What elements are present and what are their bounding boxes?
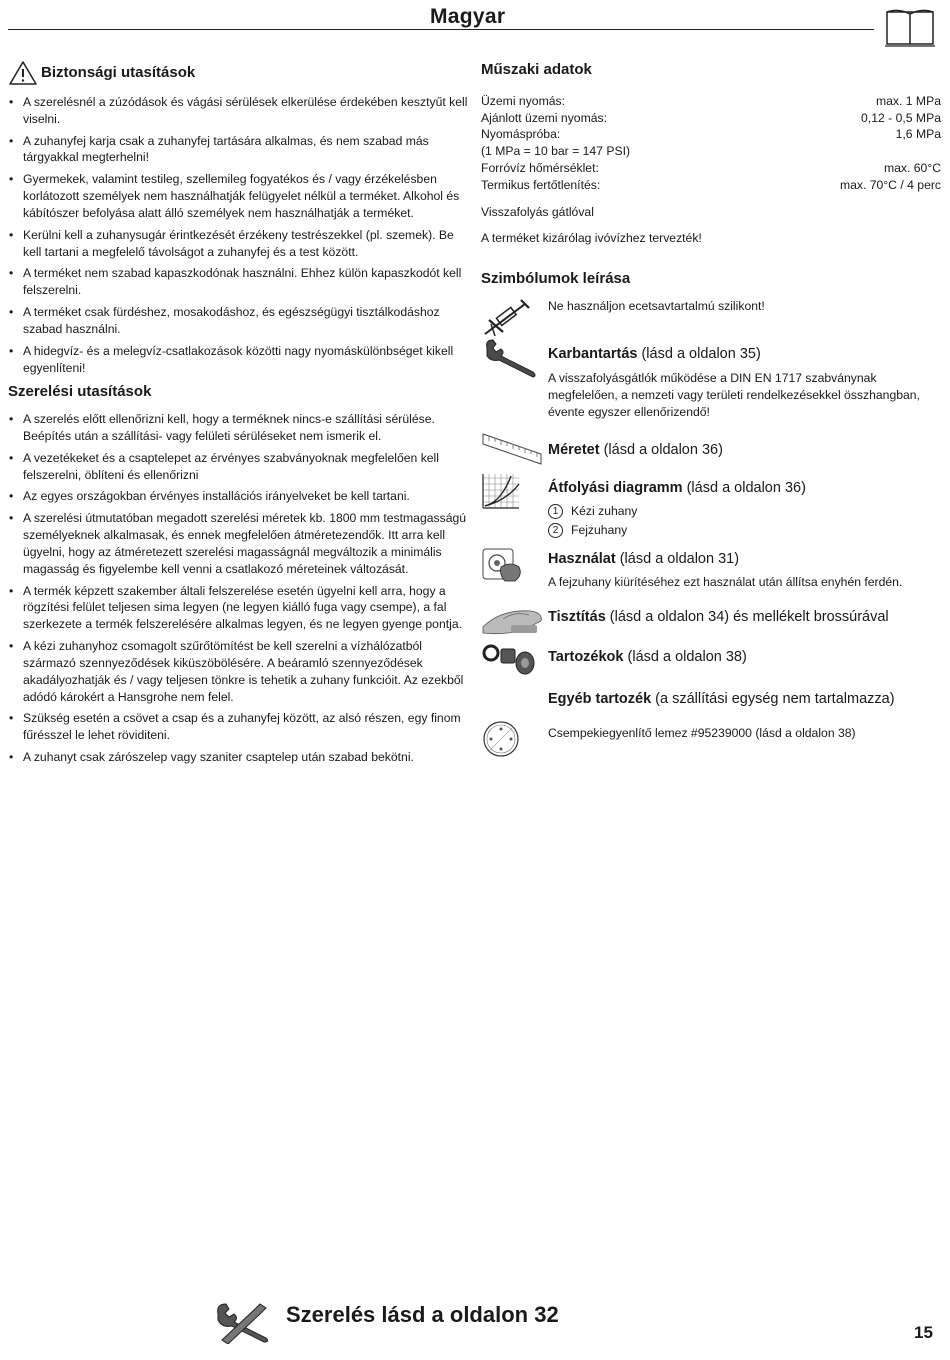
symbol-accessories: [481, 647, 941, 685]
list-item: • A szerelés előtt ellenőrizni kell, hogy a terméknek nincs-e szállítási sérülése. Beépítés után a szállítási- vagy felületi sérüléseket nem ismerik el.: [8, 411, 470, 445]
list-item: • A vezetékeket és a csaptelepet az érvényes szabványoknak megfelelően kell felszerelni, öblíteni és ellenőrizni: [8, 450, 470, 484]
symbol-other-accessory: [481, 689, 941, 709]
list-item: • A terméket csak fürdéshez, mosakodáshoz, és egészségügyi tisztálkodáshoz szabad használni.: [8, 304, 470, 338]
header-rule: [8, 29, 874, 30]
silicone-text: Ne használjon ecetsavtartalmú szilikont!: [548, 299, 765, 313]
list-item: • A terméket nem szabad kapaszkodónak használni. Ehhez külön kapaszkodót kell felszerelni.: [8, 265, 470, 299]
accessories-title: Tartozékok: [548, 648, 624, 665]
symbols-heading: Szimbólumok leírása: [481, 270, 631, 288]
maintenance-text: A visszafolyásgátlók működése a DIN EN 1717 szabványnak megfelelően, a nemzeti vagy területi rendelkezésekkel összhangban, évente egyszer ellenőrizendő!: [548, 371, 920, 419]
symbol-maintenance: [481, 344, 941, 420]
cleaning-hand-icon: [481, 599, 545, 637]
list-item: • Szükség esetén a csövet a csap és a zuhanyfej között, az alsó részen, egy finom fűrésszel le lehet röviditeni.: [8, 710, 470, 744]
symbol-tile-plate: [481, 725, 941, 775]
dimensions-title: Méretet: [548, 442, 600, 459]
drinking-water-text: A terméket kizárólag ivóvízhez tervezték!: [481, 231, 702, 246]
tech-heading: Műszaki adatok: [481, 61, 592, 78]
safety-list: [8, 94, 470, 376]
symbol-silicone: [481, 298, 941, 344]
symbol-usage: [481, 549, 941, 591]
tools-icon: [214, 1300, 274, 1344]
symbol-cleaning: [481, 607, 941, 643]
spec-row: Ajánlott üzemi nyomás: 0,12 - 0,5 MPa: [481, 110, 941, 125]
list-item: • A szerelésnél a zúzódások és vágási sérülések elkerülése érdekében kesztyűt kell viselni.: [8, 94, 470, 128]
spec-row: Nyomáspróba: 1,6 MPa: [481, 127, 941, 142]
backflow-text: Visszafolyás gátlóval: [481, 204, 594, 219]
warning-icon: [8, 60, 38, 86]
spec-row: (1 MPa = 10 bar = 147 PSI): [481, 144, 631, 159]
list-item: 2 Fejzuhany: [548, 522, 941, 539]
usage-ref: (lásd a oldalon 31): [615, 551, 740, 568]
list-item: • A hidegvíz- és a melegvíz-csatlakozások közötti nagy nyomáskülönbséget kikell egyenlíteni!: [8, 343, 470, 377]
flow-title: Átfolyási diagramm: [548, 480, 683, 497]
dimensions-ref: (lásd a oldalon 36): [599, 442, 723, 459]
list-item: • A zuhanyfej karja csak a zuhanyfej tartására alkalmas, és nem szabad más tárgyakkal megterhelni!: [8, 133, 470, 167]
spec-row: Forróvíz hőmérséklet: max. 60°C: [481, 161, 941, 175]
cleaning-title: Tisztítás: [548, 608, 606, 625]
list-item: 1 Kézi zuhany: [548, 503, 941, 520]
spec-row: Üzemi nyomás: max. 1 MPa: [481, 93, 941, 108]
other-accessory-title: Egyéb tartozék: [548, 690, 652, 707]
number-badge: 1: [548, 504, 563, 519]
flow-diagram-icon: [481, 472, 521, 512]
maintenance-ref: (lásd a oldalon 35): [637, 346, 761, 362]
usage-text: A fejzuhany kiürítéséhez ezt használat után állítsa enyhén ferdén.: [548, 575, 903, 590]
list-item: • A zuhanyt csak zárószelep vagy szaniter csaptelep után szabad bekötni.: [8, 749, 470, 766]
page-language-title: Magyar: [430, 5, 506, 28]
safety-heading: [8, 60, 470, 86]
symbol-flow-diagram: [481, 478, 941, 539]
tile-plate-text: Csempekiegyenlítő lemez #95239000 (lásd a oldalon 38): [548, 725, 856, 740]
symbol-dimensions: [481, 440, 941, 476]
footer-title: Szerelés lásd a oldalon 32: [286, 1302, 559, 1327]
hand-adjust-icon: [481, 545, 525, 587]
page-number: 15: [914, 1323, 933, 1342]
silicone-gun-icon: [481, 298, 531, 338]
list-item: • A szerelési útmutatóban megadott szerelési méretek kb. 1800 mm testmagasságú személyeknek alkalmasak, és ennek megfelelően átméretezendők. Itt arra kell ügyelni, hogy az átméretezett szerelési magasságnál megváltozik a minimális magasság és figyelembe kell venni a csatlakozó méreteinek változását.: [8, 510, 470, 577]
list-item: • A termék képzett szakember általi felszerelése esetén ügyelni kell arra, hogy a rögzítési felület teljesen sima legyen (ne legyen kiálló fuga vagy csempe), a fal szerkezete a termék felszerelésére alkalmas legyen, és ne legyen gyenge pontja.: [8, 583, 470, 633]
maintenance-title: Karbantartás: [548, 346, 638, 362]
tech-specs: [481, 93, 941, 194]
installation-heading: Szerelési utasítások: [8, 383, 152, 401]
accessories-icon: [481, 641, 537, 679]
cleaning-ref: (lásd a oldalon 34) és mellékelt brossúrával: [605, 608, 889, 625]
list-item: • Kerülni kell a zuhanysugár érintkezését érzékeny testrészekkel (pl. szemek). Be kell tartani a megfelelő távolságot a zuhanyfej és a test között.: [8, 227, 470, 261]
spec-row: Termikus fertőtlenítés: max. 70°C / 4 perc: [481, 177, 941, 192]
ruler-icon: [481, 430, 543, 466]
accessories-ref: (lásd a oldalon 38): [623, 648, 747, 665]
book-icon: [884, 6, 936, 48]
other-accessory-ref: (a szállítási egység nem tartalmazza): [651, 690, 895, 707]
list-item: • A kézi zuhanyhoz csomagolt szűrőtömítést be kell szerelni a vízhálózatból származó szennyeződések kiküszöbölésére. A beáramló szennyeződések akadályozhatják és / vagy teljesen tönkre is tehetik a zuhany funkcióit. Az ezekből adódó károkért a Hansgrohe nem felel.: [8, 638, 470, 705]
list-item: • Gyermekek, valamint testileg, szellemileg fogyatékos és / vagy érzékelésben korlátozott személyek nem használhatják felügyelet nélkül a terméket. Alkohol és kábítószer befolyása alatt álló személyek nem használhatják a terméket.: [8, 171, 470, 221]
list-item: • Az egyes országokban érvényes installációs irányelveket be kell tartani.: [8, 488, 470, 505]
usage-title: Használat: [548, 551, 616, 568]
installation-list: [8, 411, 470, 766]
wrench-icon: [481, 338, 539, 378]
number-badge: 2: [548, 523, 563, 538]
tile-plate-icon: [481, 719, 521, 759]
safety-heading-text: Biztonsági utasítások: [41, 63, 196, 81]
flow-ref: (lásd a oldalon 36): [682, 480, 806, 497]
